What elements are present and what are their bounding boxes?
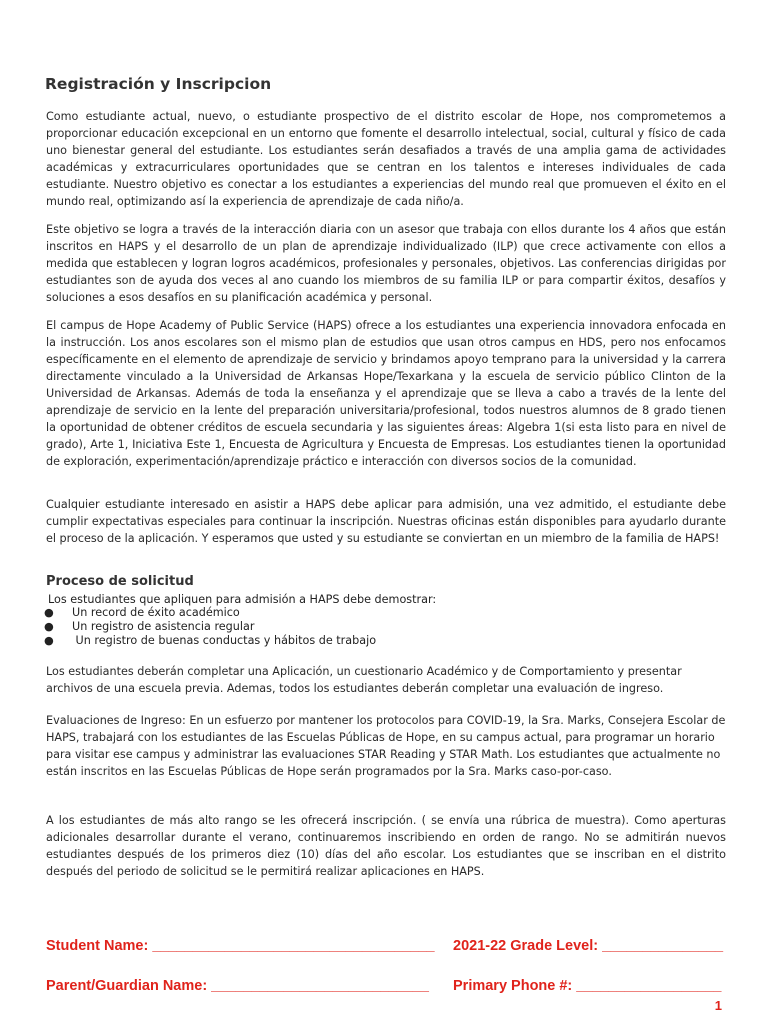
intro-paragraph: Como estudiante actual, nuevo, o estudiante prospectivo de el distrito escolar de Hope, nos comprometemos a proporcionar educación excepcional en un entorno que fomente el desarrollo intelectual, social, cultural y físico de cada uno bienestar general del estudiante. Los estudiantes serán desafiados a través de una amplia gama de actividades académicas y extracurriculares oportunidades que se centran en los talentos e intereses individuales de cada estudiante. Nuestro objetivo es conectar a los estudiantes a experiencias del mundo real que promueven el éxito en el mundo real, optimizando así la experiencia de aprendizaje de cada niño/a. [46, 110, 726, 208]
advisor-paragraph: Este objetivo se logra a través de la interacción diaria con un asesor que trabaja con ellos durante los 4 años que están inscritos en HAPS y el desarrollo de un plan de aprendizaje individualizado (ILP) que crece activamente con ellos a medida que establecen y logran logros académicos, profesionales y personales, objetivos. Las conferencias dirigidas por estudiantes son de ayuda dos veces al ano cuando los miembros de su familia ILP or para compartir éxitos, desafíos y soluciones a esos desafíos en su planificación académica y personal. [46, 223, 726, 304]
bullet-icon: ● [44, 606, 54, 619]
bullet-icon: ● [44, 634, 54, 647]
student-name-field[interactable]: Student Name: ___________________________________ [46, 938, 435, 954]
ranking-paragraph: A los estudiantes de más alto rango se les ofrecerá inscripción. ( se envía una rúbrica de muestra). Como aperturas adicionales desarrollar durante el verano, continuaremos inscribiendo en orden de rango. No se admitirán nuevos estudiantes después de los primeros diez (10) días del año escolar. Los estudiantes que se inscriban en el distrito después del periodo de solicitud se le permitirá realizar aplicaciones en HAPS. [46, 814, 726, 878]
page-number: 1 [714, 998, 722, 1013]
process-intro: Los estudiantes que apliquen para admisión a HAPS debe demostrar: [48, 593, 437, 606]
campus-paragraph: El campus de Hope Academy of Public Service (HAPS) ofrece a los estudiantes una experiencia innovadora enfocada en la instrucción. Los anos escolares son el mismo plan de estudios que usan otros campus en HDS, pero nos enfocamos específicamente en el elemento de aprendizaje de servicio y brindamos apoyo temprano para la universidad y la carrera directamente vinculado a la Universidad de Arkansas Hope/Texarkana y la escuela de servicio público Clinton de la Universidad de Arkansas. Además de toda la enseñanza y el aprendizaje que se lleva a cabo a través de la lente del aprendizaje de servicio en la lente del preparación universitaria/profesional, todos nuestros alumnos de 8 grado tienen la oportunidad de obtener créditos de escuela secundaria y las siguientes áreas: Algebra 1(si esta listo para en nivel de grado), Arte 1, Iniciativa Este 1, Encuesta de Agricultura y Encuesta de Empresas. Los estudiantes tienen la oportunidad de exploración, experimentación/aprendizaje práctico e interacción con diversos socios de la comunidad. [46, 319, 726, 468]
list-item: ● Un registro de buenas conductas y hábitos de trabajo [44, 634, 377, 647]
page-title: Registración y Inscripcion [45, 75, 272, 93]
bullet-icon: ● [44, 620, 54, 633]
application-paragraph: Los estudiantes deberán completar una Aplicación, un cuestionario Académico y de Comportamiento y presentar archivos de una escuela previa. Ademas, todos los estudiantes deberán completar una evaluación de ingreso. [46, 665, 682, 695]
parent-name-field[interactable]: Parent/Guardian Name: ___________________________ [46, 978, 429, 994]
list-item: ● Un registro de asistencia regular [44, 620, 255, 633]
form-row-parent [46, 978, 726, 994]
evaluation-paragraph: Evaluaciones de Ingreso: En un esfuerzo por mantener los protocolos para COVID-19, la Sra. Marks, Consejera Escolar de HAPS, trabajará con los estudiantes de las Escuelas Públicas de Hope, en su campus actual, para programar un horario para visitar ese campus y administrar las evaluaciones STAR Reading y STAR Math. Los estudiantes que actualmente no están inscritos en las Escuelas Públicas de Hope serán programados por la Sra. Marks caso-por-caso. [46, 714, 726, 778]
form-row-student [46, 938, 726, 954]
requirements-list [44, 606, 376, 648]
primary-phone-field[interactable]: Primary Phone #: __________________ [453, 978, 722, 994]
grade-level-field[interactable]: 2021-22 Grade Level: _______________ [453, 938, 724, 954]
list-item: ● Un record de éxito académico [44, 606, 240, 619]
process-heading: Proceso de solicitud [46, 574, 194, 589]
admission-paragraph: Cualquier estudiante interesado en asistir a HAPS debe aplicar para admisión, una vez admitido, el estudiante debe cumplir expectativas especiales para continuar la inscripción. Nuestras oficinas están disponibles para ayudarlo durante el proceso de la aplicación. Y esperamos que usted y su estudiante se conviertan en un miembro de la familia de HAPS! [46, 498, 726, 545]
